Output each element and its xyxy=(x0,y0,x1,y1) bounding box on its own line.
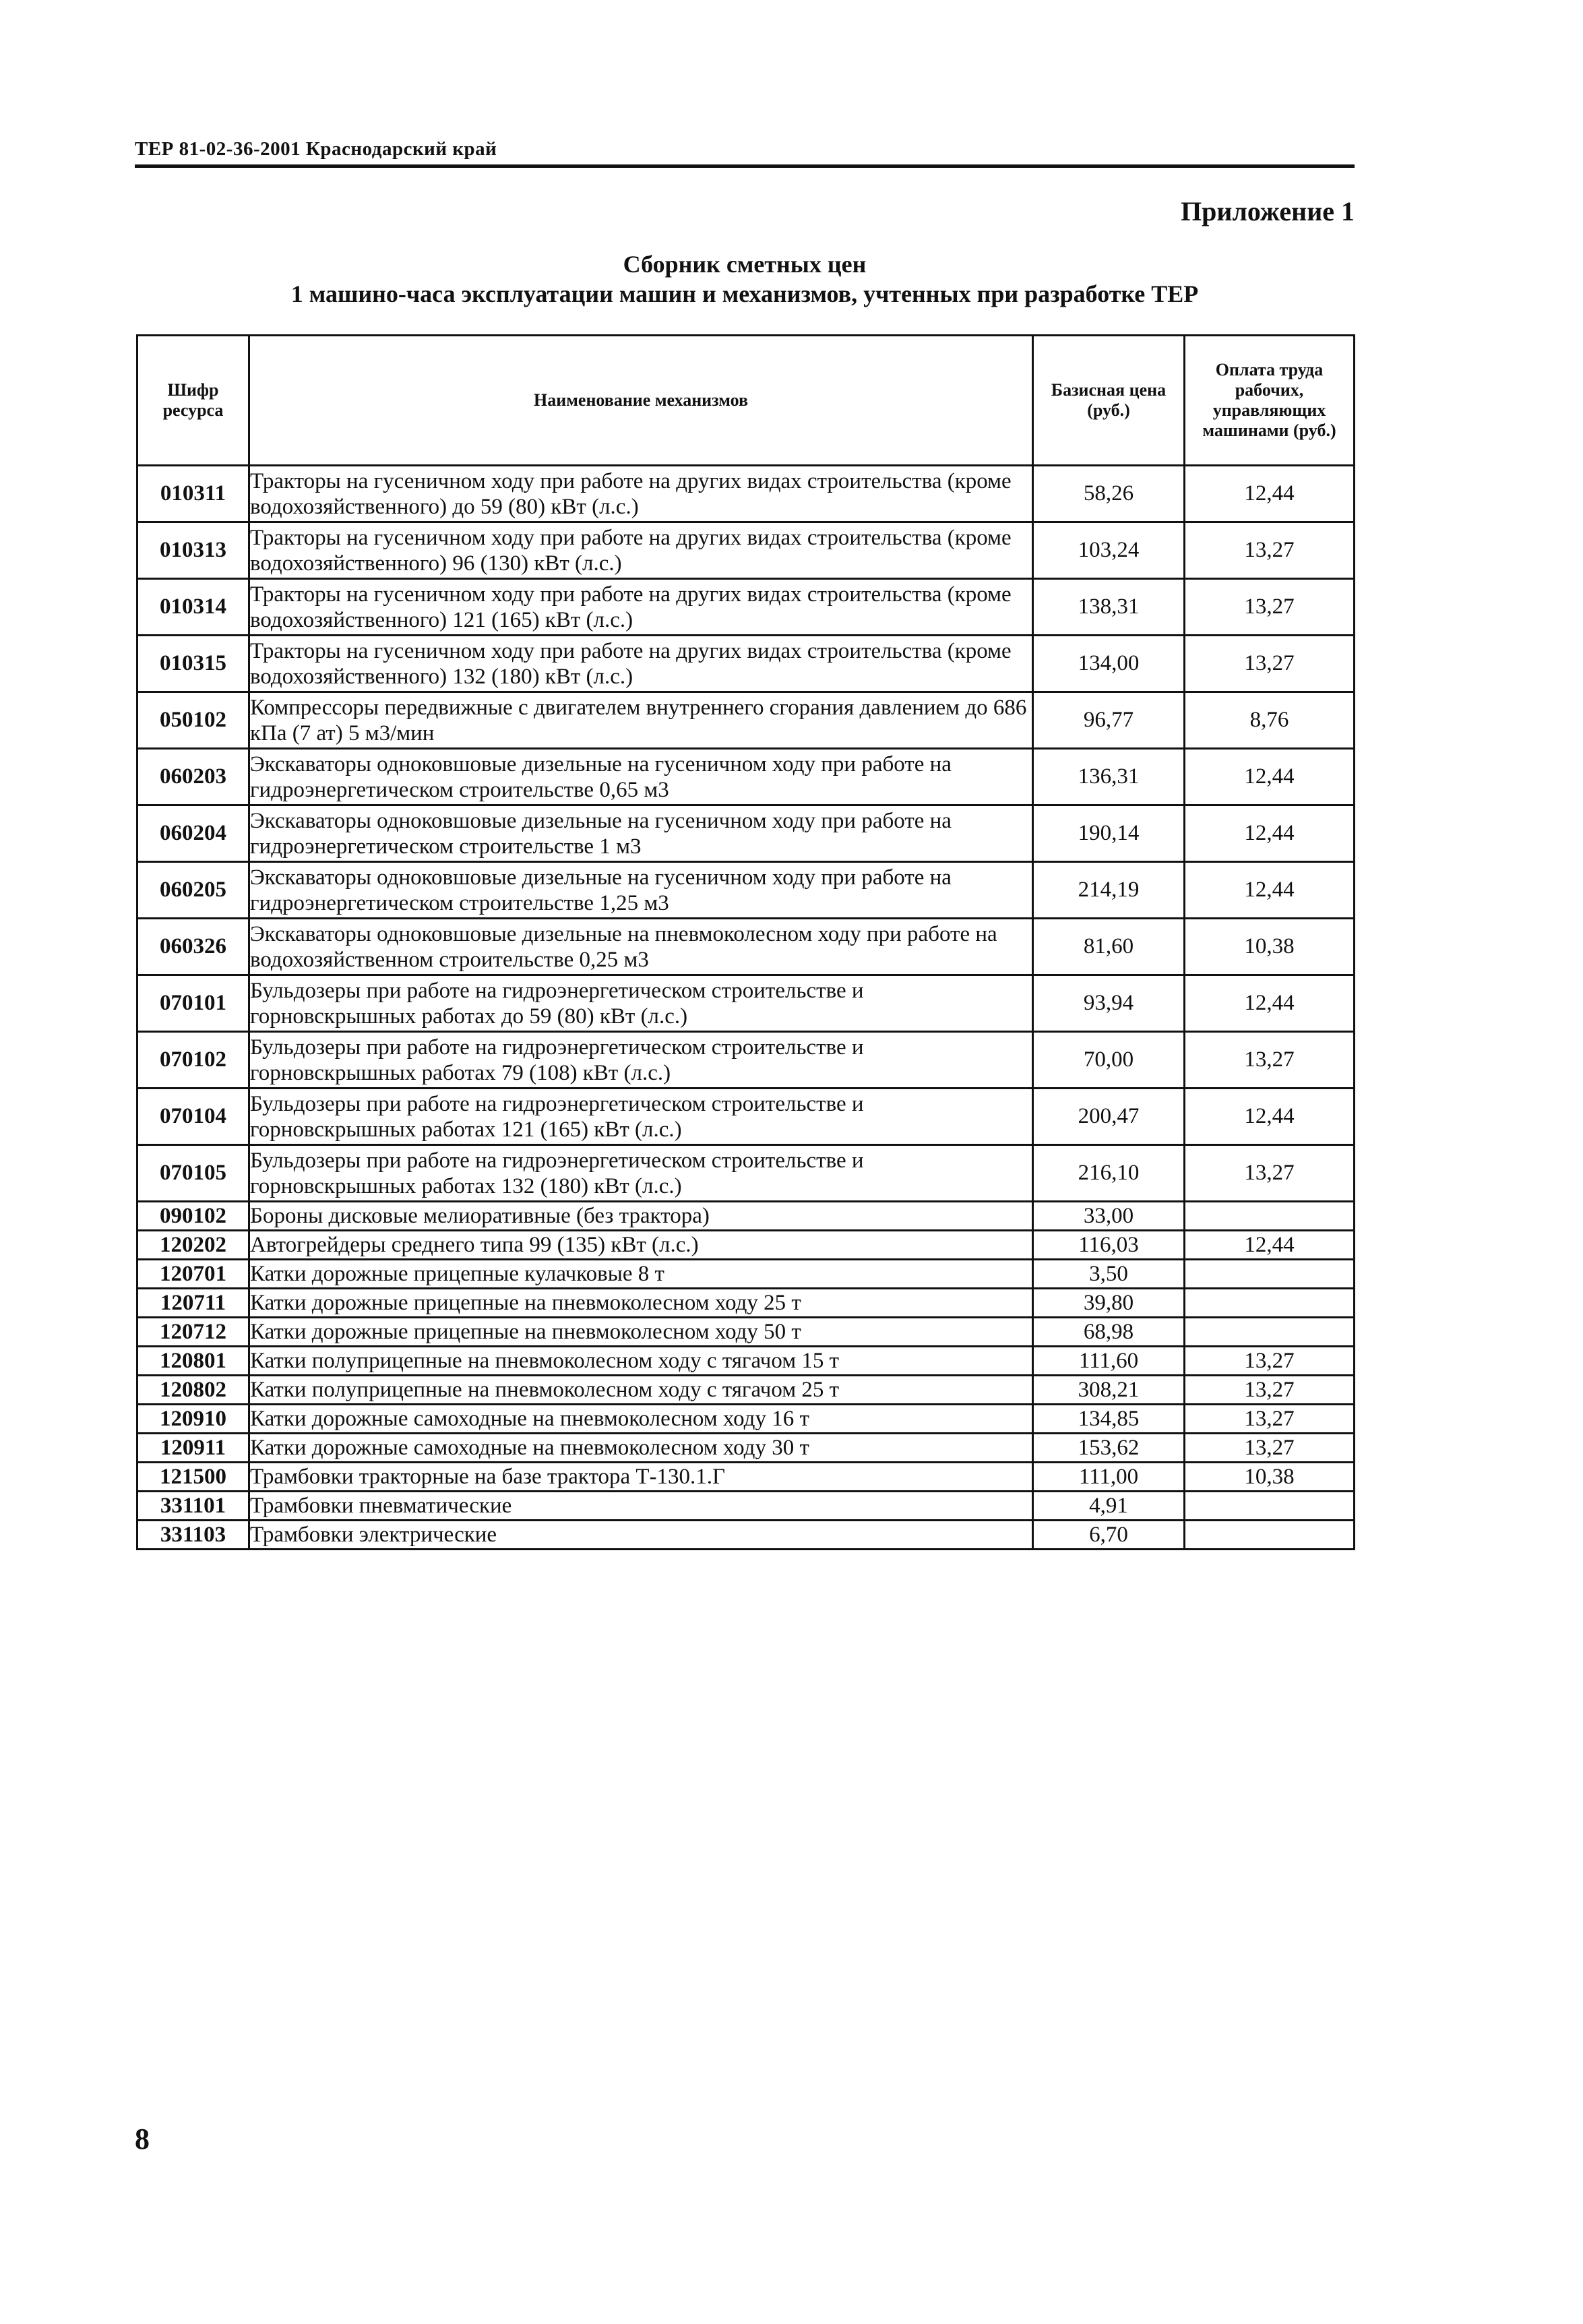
code-cell: 331103 xyxy=(137,1521,249,1550)
price-cell: 33,00 xyxy=(1033,1202,1185,1231)
name-cell: Экскаваторы одноковшовые дизельные на гусеничном ходу при работе на гидроэнергетическом строительстве 0,65 м3 xyxy=(249,749,1033,805)
code-cell: 120712 xyxy=(137,1318,249,1347)
price-cell: 93,94 xyxy=(1033,975,1185,1032)
table-row xyxy=(137,636,1355,692)
wage-cell: 12,44 xyxy=(1185,1231,1355,1260)
wage-cell: 12,44 xyxy=(1185,466,1355,522)
table-row xyxy=(137,1347,1355,1376)
name-cell: Экскаваторы одноковшовые дизельные на пневмоколесном ходу при работе на водохозяйственном строительстве 0,25 м3 xyxy=(249,919,1033,975)
wage-cell: 10,38 xyxy=(1185,919,1355,975)
table-row xyxy=(137,1318,1355,1347)
table-row xyxy=(137,1289,1355,1318)
name-cell: Бульдозеры при работе на гидроэнергетическом строительстве и горновскрышных работах 79 (108) кВт (л.с.) xyxy=(249,1032,1033,1089)
price-cell: 153,62 xyxy=(1033,1434,1185,1463)
wage-cell: 13,27 xyxy=(1185,636,1355,692)
price-cell: 138,31 xyxy=(1033,579,1185,636)
price-cell: 3,50 xyxy=(1033,1260,1185,1289)
name-cell: Бороны дисковые мелиоративные (без трактора) xyxy=(249,1202,1033,1231)
name-cell: Автогрейдеры среднего типа 99 (135) кВт (л.с.) xyxy=(249,1231,1033,1260)
name-cell: Тракторы на гусеничном ходу при работе на других видах строительства (кроме водохозяйственного) до 59 (80) кВт (л.с.) xyxy=(249,466,1033,522)
name-cell: Тракторы на гусеничном ходу при работе на других видах строительства (кроме водохозяйственного) 96 (130) кВт (л.с.) xyxy=(249,522,1033,579)
wage-cell: 12,44 xyxy=(1185,749,1355,805)
code-cell: 070101 xyxy=(137,975,249,1032)
wage-cell: 13,27 xyxy=(1185,1376,1355,1405)
price-cell: 111,00 xyxy=(1033,1463,1185,1492)
table-row xyxy=(137,862,1355,919)
price-cell: 216,10 xyxy=(1033,1145,1185,1202)
region: Краснодарский край xyxy=(305,138,497,160)
code-cell: 010313 xyxy=(137,522,249,579)
price-cell: 308,21 xyxy=(1033,1376,1185,1405)
wage-cell xyxy=(1185,1289,1355,1318)
col-header-price: Базисная цена (руб.) xyxy=(1033,336,1185,466)
price-cell: 200,47 xyxy=(1033,1089,1185,1145)
code-cell: 010315 xyxy=(137,636,249,692)
table-row xyxy=(137,1492,1355,1521)
wage-cell: 13,27 xyxy=(1185,522,1355,579)
wage-cell: 12,44 xyxy=(1185,975,1355,1032)
table-row xyxy=(137,1260,1355,1289)
price-cell: 81,60 xyxy=(1033,919,1185,975)
code-cell: 070105 xyxy=(137,1145,249,1202)
table-row xyxy=(137,805,1355,862)
code-cell: 010314 xyxy=(137,579,249,636)
wage-cell xyxy=(1185,1492,1355,1521)
wage-cell: 12,44 xyxy=(1185,862,1355,919)
name-cell: Тракторы на гусеничном ходу при работе на других видах строительства (кроме водохозяйственного) 121 (165) кВт (л.с.) xyxy=(249,579,1033,636)
price-table xyxy=(136,334,1355,1550)
code-cell: 060204 xyxy=(137,805,249,862)
wage-cell: 10,38 xyxy=(1185,1463,1355,1492)
table-row xyxy=(137,1463,1355,1492)
code-cell: 060205 xyxy=(137,862,249,919)
table-header-row xyxy=(137,336,1355,466)
table-row xyxy=(137,466,1355,522)
name-cell: Катки дорожные прицепные на пневмоколесном ходу 50 т xyxy=(249,1318,1033,1347)
name-cell: Катки дорожные самоходные на пневмоколесном ходу 30 т xyxy=(249,1434,1033,1463)
price-cell: 214,19 xyxy=(1033,862,1185,919)
code-cell: 121500 xyxy=(137,1463,249,1492)
wage-cell: 13,27 xyxy=(1185,1145,1355,1202)
table-row xyxy=(137,1202,1355,1231)
wage-cell xyxy=(1185,1202,1355,1231)
wage-cell: 13,27 xyxy=(1185,1032,1355,1089)
price-cell: 111,60 xyxy=(1033,1347,1185,1376)
table-row xyxy=(137,1376,1355,1405)
wage-cell: 12,44 xyxy=(1185,1089,1355,1145)
name-cell: Катки полуприцепные на пневмоколесном ходу с тягачом 25 т xyxy=(249,1376,1033,1405)
code-cell: 070104 xyxy=(137,1089,249,1145)
name-cell: Бульдозеры при работе на гидроэнергетическом строительстве и горновскрышных работах 121 (165) кВт (л.с.) xyxy=(249,1089,1033,1145)
price-cell: 103,24 xyxy=(1033,522,1185,579)
wage-cell: 13,27 xyxy=(1185,1405,1355,1434)
wage-cell xyxy=(1185,1521,1355,1550)
table-row xyxy=(137,692,1355,749)
running-header xyxy=(135,138,497,160)
price-cell: 190,14 xyxy=(1033,805,1185,862)
wage-cell xyxy=(1185,1318,1355,1347)
name-cell: Катки дорожные прицепные кулачковые 8 т xyxy=(249,1260,1033,1289)
name-cell: Трамбовки электрические xyxy=(249,1521,1033,1550)
name-cell: Трамбовки тракторные на базе трактора Т-130.1.Г xyxy=(249,1463,1033,1492)
col-header-code: Шифр ресурса xyxy=(137,336,249,466)
price-cell: 58,26 xyxy=(1033,466,1185,522)
code-cell: 120801 xyxy=(137,1347,249,1376)
table-row xyxy=(137,749,1355,805)
name-cell: Трамбовки пневматические xyxy=(249,1492,1033,1521)
wage-cell: 13,27 xyxy=(1185,1434,1355,1463)
code-cell: 060203 xyxy=(137,749,249,805)
code-cell: 120202 xyxy=(137,1231,249,1260)
code-cell: 120802 xyxy=(137,1376,249,1405)
table-row xyxy=(137,975,1355,1032)
title-line-1: Сборник сметных цен xyxy=(623,251,867,278)
price-cell: 134,85 xyxy=(1033,1405,1185,1434)
wage-cell: 13,27 xyxy=(1185,1347,1355,1376)
wage-cell xyxy=(1185,1260,1355,1289)
price-cell: 39,80 xyxy=(1033,1289,1185,1318)
name-cell: Бульдозеры при работе на гидроэнергетическом строительстве и горновскрышных работах до 59 (80) кВт (л.с.) xyxy=(249,975,1033,1032)
code-cell: 050102 xyxy=(137,692,249,749)
table-row xyxy=(137,1521,1355,1550)
code-cell: 010311 xyxy=(137,466,249,522)
table-row xyxy=(137,1089,1355,1145)
table-row xyxy=(137,1145,1355,1202)
page-number: 8 xyxy=(135,2122,150,2155)
price-cell: 116,03 xyxy=(1033,1231,1185,1260)
name-cell: Экскаваторы одноковшовые дизельные на гусеничном ходу при работе на гидроэнергетическом строительстве 1,25 м3 xyxy=(249,862,1033,919)
code-cell: 060326 xyxy=(137,919,249,975)
col-header-wage: Оплата труда рабочих, управляющих машинами (руб.) xyxy=(1185,336,1355,466)
name-cell: Компрессоры передвижные с двигателем внутреннего сгорания давлением до 686 кПа (7 ат) 5 м3/мин xyxy=(249,692,1033,749)
code-cell: 070102 xyxy=(137,1032,249,1089)
name-cell: Катки дорожные самоходные на пневмоколесном ходу 16 т xyxy=(249,1405,1033,1434)
price-cell: 4,91 xyxy=(1033,1492,1185,1521)
code-cell: 120701 xyxy=(137,1260,249,1289)
price-cell: 6,70 xyxy=(1033,1521,1185,1550)
code-cell: 120711 xyxy=(137,1289,249,1318)
price-cell: 68,98 xyxy=(1033,1318,1185,1347)
wage-cell: 12,44 xyxy=(1185,805,1355,862)
wage-cell: 13,27 xyxy=(1185,579,1355,636)
code-cell: 120911 xyxy=(137,1434,249,1463)
table-row xyxy=(137,1405,1355,1434)
header-rule xyxy=(135,164,1355,168)
table-row xyxy=(137,579,1355,636)
appendix-label: Приложение 1 xyxy=(1181,196,1355,226)
name-cell: Экскаваторы одноковшовые дизельные на гусеничном ходу при работе на гидроэнергетическом строительстве 1 м3 xyxy=(249,805,1033,862)
table-row xyxy=(137,1231,1355,1260)
price-cell: 96,77 xyxy=(1033,692,1185,749)
table-row xyxy=(137,1032,1355,1089)
title-line-2: 1 машино-часа эксплуатации машин и механизмов, учтенных при разработке ТЕР xyxy=(290,280,1199,307)
name-cell: Катки полуприцепные на пневмоколесном ходу с тягачом 15 т xyxy=(249,1347,1033,1376)
code-cell: 331101 xyxy=(137,1492,249,1521)
name-cell: Бульдозеры при работе на гидроэнергетическом строительстве и горновскрышных работах 132 (180) кВт (л.с.) xyxy=(249,1145,1033,1202)
table-body xyxy=(137,466,1355,1550)
name-cell: Катки дорожные прицепные на пневмоколесном ходу 25 т xyxy=(249,1289,1033,1318)
price-cell: 134,00 xyxy=(1033,636,1185,692)
doc-code: ТЕР 81-02-36-2001 xyxy=(135,138,301,160)
name-cell: Тракторы на гусеничном ходу при работе на других видах строительства (кроме водохозяйственного) 132 (180) кВт (л.с.) xyxy=(249,636,1033,692)
code-cell: 120910 xyxy=(137,1405,249,1434)
table-row xyxy=(137,1434,1355,1463)
table-row xyxy=(137,919,1355,975)
col-header-name: Наименование механизмов xyxy=(249,336,1033,466)
price-cell: 136,31 xyxy=(1033,749,1185,805)
price-cell: 70,00 xyxy=(1033,1032,1185,1089)
code-cell: 090102 xyxy=(137,1202,249,1231)
table-row xyxy=(137,522,1355,579)
wage-cell: 8,76 xyxy=(1185,692,1355,749)
